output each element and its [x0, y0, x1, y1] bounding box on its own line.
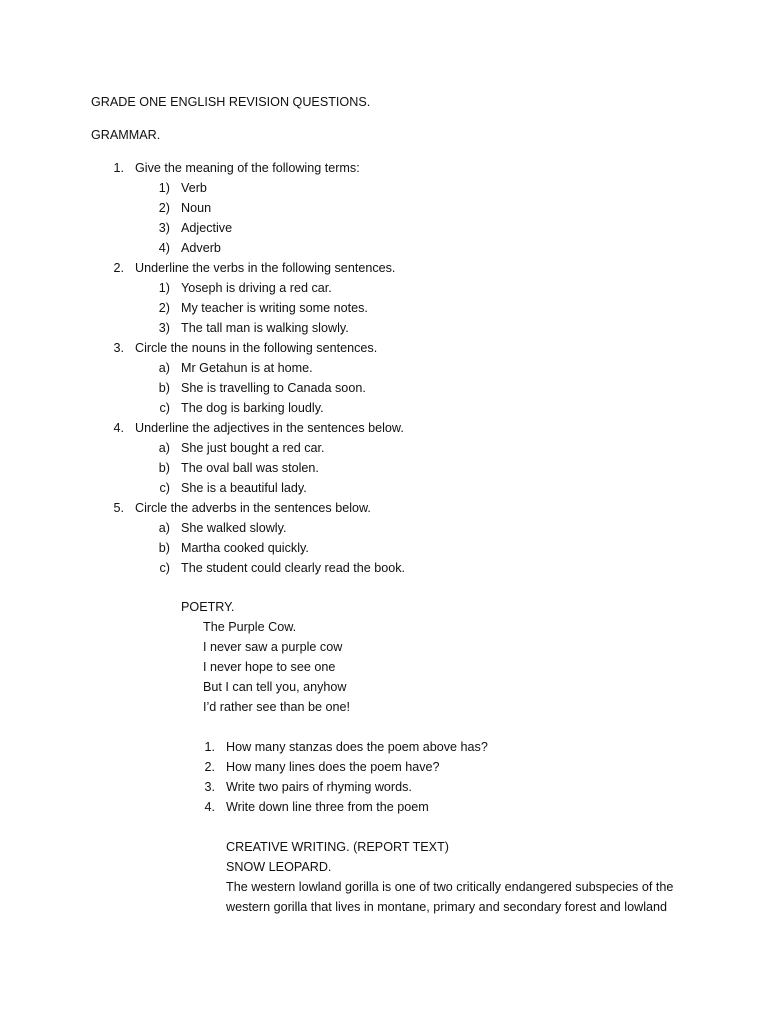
poem-line: I’d rather see than be one! [203, 700, 351, 714]
poetry-question-marker: 1. [204, 740, 215, 754]
question-marker: 3. [113, 341, 124, 355]
sub-item-text: Verb [181, 181, 207, 195]
sub-item-marker: 3) [158, 321, 170, 335]
sub-item-marker: c) [159, 561, 170, 575]
sub-item-marker: b) [158, 381, 170, 395]
sub-item-marker: b) [158, 541, 170, 555]
question-marker: 4. [113, 421, 124, 435]
creative-writing-body-line: western gorilla that lives in montane, primary and secondary forest and lowland [226, 900, 668, 914]
sub-item-marker: 2) [158, 301, 170, 315]
sub-item-marker: 1) [158, 181, 170, 195]
poem-line: I never saw a purple cow [203, 640, 343, 654]
sub-item-marker: a) [158, 361, 170, 375]
poetry-question-marker: 3. [204, 780, 215, 794]
poem-title: The Purple Cow. [203, 620, 297, 634]
sub-item-marker: c) [159, 481, 170, 495]
sub-item-text: She just bought a red car. [181, 441, 325, 455]
poem-line: I never hope to see one [203, 660, 336, 674]
sub-item-marker: 3) [158, 221, 170, 235]
sub-item-text: Martha cooked quickly. [181, 541, 309, 555]
creative-writing-heading: CREATIVE WRITING. (REPORT TEXT) [226, 840, 449, 854]
creative-writing-body-line: The western lowland gorilla is one of two critically endangered subspecies of the [226, 880, 674, 894]
sub-item-text: The oval ball was stolen. [181, 461, 319, 475]
sub-item-text: She is travelling to Canada soon. [181, 381, 366, 395]
sub-item-text: The tall man is walking slowly. [181, 321, 349, 335]
document-title: GRADE ONE ENGLISH REVISION QUESTIONS. [91, 95, 371, 109]
question-marker: 5. [113, 501, 124, 515]
sub-item-text: Mr Getahun is at home. [181, 361, 313, 375]
sub-item-text: My teacher is writing some notes. [181, 301, 368, 315]
sub-item-text: Noun [181, 201, 212, 215]
sub-item-marker: b) [158, 461, 170, 475]
question-text: Circle the adverbs in the sentences below. [135, 501, 371, 515]
sub-item-text: Adverb [181, 241, 221, 255]
sub-item-text: She is a beautiful lady. [181, 481, 307, 495]
poetry-question-text: How many lines does the poem have? [226, 760, 440, 774]
sub-item-text: She walked slowly. [181, 521, 287, 535]
sub-item-marker: a) [158, 521, 170, 535]
poetry-question-marker: 4. [204, 800, 215, 814]
sub-item-text: The student could clearly read the book. [181, 561, 406, 575]
poetry-heading: POETRY. [181, 600, 235, 614]
poetry-question-text: How many stanzas does the poem above has? [226, 740, 488, 754]
creative-writing-subheading: SNOW LEOPARD. [226, 860, 332, 874]
question-marker: 2. [113, 261, 124, 275]
sub-item-marker: c) [159, 401, 170, 415]
grammar-heading: GRAMMAR. [91, 128, 161, 142]
question-text: Give the meaning of the following terms: [135, 161, 360, 175]
poem-line: But I can tell you, anyhow [203, 680, 347, 694]
sub-item-marker: 2) [158, 201, 170, 215]
sub-item-text: Adjective [181, 221, 233, 235]
sub-item-marker: 1) [158, 281, 170, 295]
sub-item-marker: 4) [158, 241, 170, 255]
question-text: Underline the adjectives in the sentences below. [135, 421, 404, 435]
sub-item-text: Yoseph is driving a red car. [181, 281, 332, 295]
question-text: Circle the nouns in the following sentences. [135, 341, 378, 355]
sub-item-text: The dog is barking loudly. [181, 401, 324, 415]
poetry-question-marker: 2. [204, 760, 215, 774]
poetry-question-text: Write down line three from the poem [226, 800, 429, 814]
question-marker: 1. [113, 161, 124, 175]
question-text: Underline the verbs in the following sentences. [135, 261, 396, 275]
sub-item-marker: a) [158, 441, 170, 455]
poetry-question-text: Write two pairs of rhyming words. [226, 780, 412, 794]
